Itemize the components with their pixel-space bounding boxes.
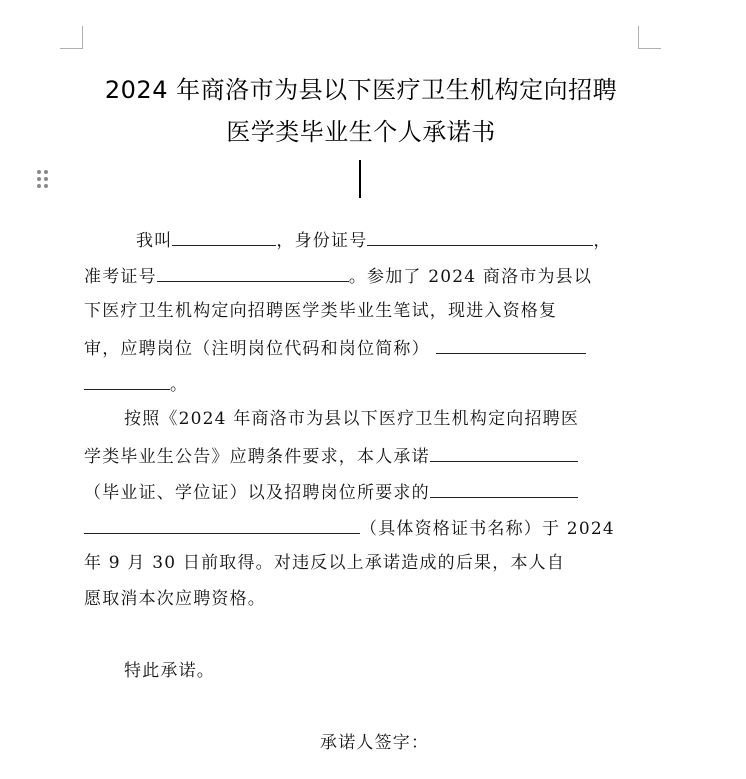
exam-number-blank[interactable] (157, 263, 349, 282)
id-number-blank[interactable] (367, 227, 593, 246)
document-title-line-1: 2024 年商洛市为县以下医疗卫生机构定向招聘 (104, 76, 618, 104)
paragraph-2-line-5: 年 9 月 30 日前取得。对违反以上承诺造成的后果，本人自 (84, 553, 566, 573)
page-corner-mark-top-right (638, 26, 661, 49)
paragraph-1-line-2 (84, 263, 638, 289)
paragraph-1-line-1 (84, 227, 638, 253)
signature-label: 承诺人签字： (320, 733, 430, 753)
text-cursor (359, 160, 361, 198)
commitment-blank[interactable] (430, 443, 578, 462)
page-corner-mark-top-left (60, 26, 83, 49)
position-blank-continued[interactable] (84, 371, 170, 390)
required-blank[interactable] (430, 479, 578, 498)
text-position: 审，应聘岗位（注明岗位代码和岗位简称） (84, 339, 430, 359)
paragraph-2-line-2 (84, 443, 638, 469)
paragraph-2-line-6: 愿取消本次应聘资格。 (84, 589, 266, 609)
paragraph-1-line-4 (84, 335, 638, 361)
text-exam-number: 准考证号 (84, 267, 157, 287)
paragraph-2-line-3 (84, 479, 638, 505)
text-diploma: （毕业证、学位证）以及招聘岗位所要求的 (84, 483, 430, 503)
closing-text: 特此承诺。 (124, 661, 215, 681)
paragraph-1-line-3: 下医疗卫生机构定向招聘医学类毕业生笔试，现进入资格复 (84, 301, 558, 321)
certificate-name-blank[interactable] (84, 515, 360, 534)
text-comma: ， (593, 231, 612, 251)
text-participated: 。参加了 2024 商洛市为县以 (348, 267, 593, 287)
paragraph-2-line-4 (84, 515, 638, 541)
name-blank[interactable] (172, 227, 276, 246)
drag-handle-icon[interactable] (37, 170, 49, 188)
position-blank[interactable] (436, 335, 586, 354)
text-i-am: 我叫 (136, 231, 173, 251)
document-title-line-2: 医学类毕业生个人承诺书 (226, 118, 496, 146)
paragraph-2-line-1: 按照《2024 年商洛市为县以下医疗卫生机构定向招聘医 (124, 409, 580, 429)
paragraph-1-line-5 (84, 371, 638, 397)
text-conditions: 学类毕业生公告》应聘条件要求，本人承诺 (84, 447, 430, 467)
text-id-number: ，身份证号 (276, 231, 368, 251)
text-period: 。 (170, 375, 189, 395)
text-certificate: （具体资格证书名称）于 2024 (360, 519, 615, 539)
